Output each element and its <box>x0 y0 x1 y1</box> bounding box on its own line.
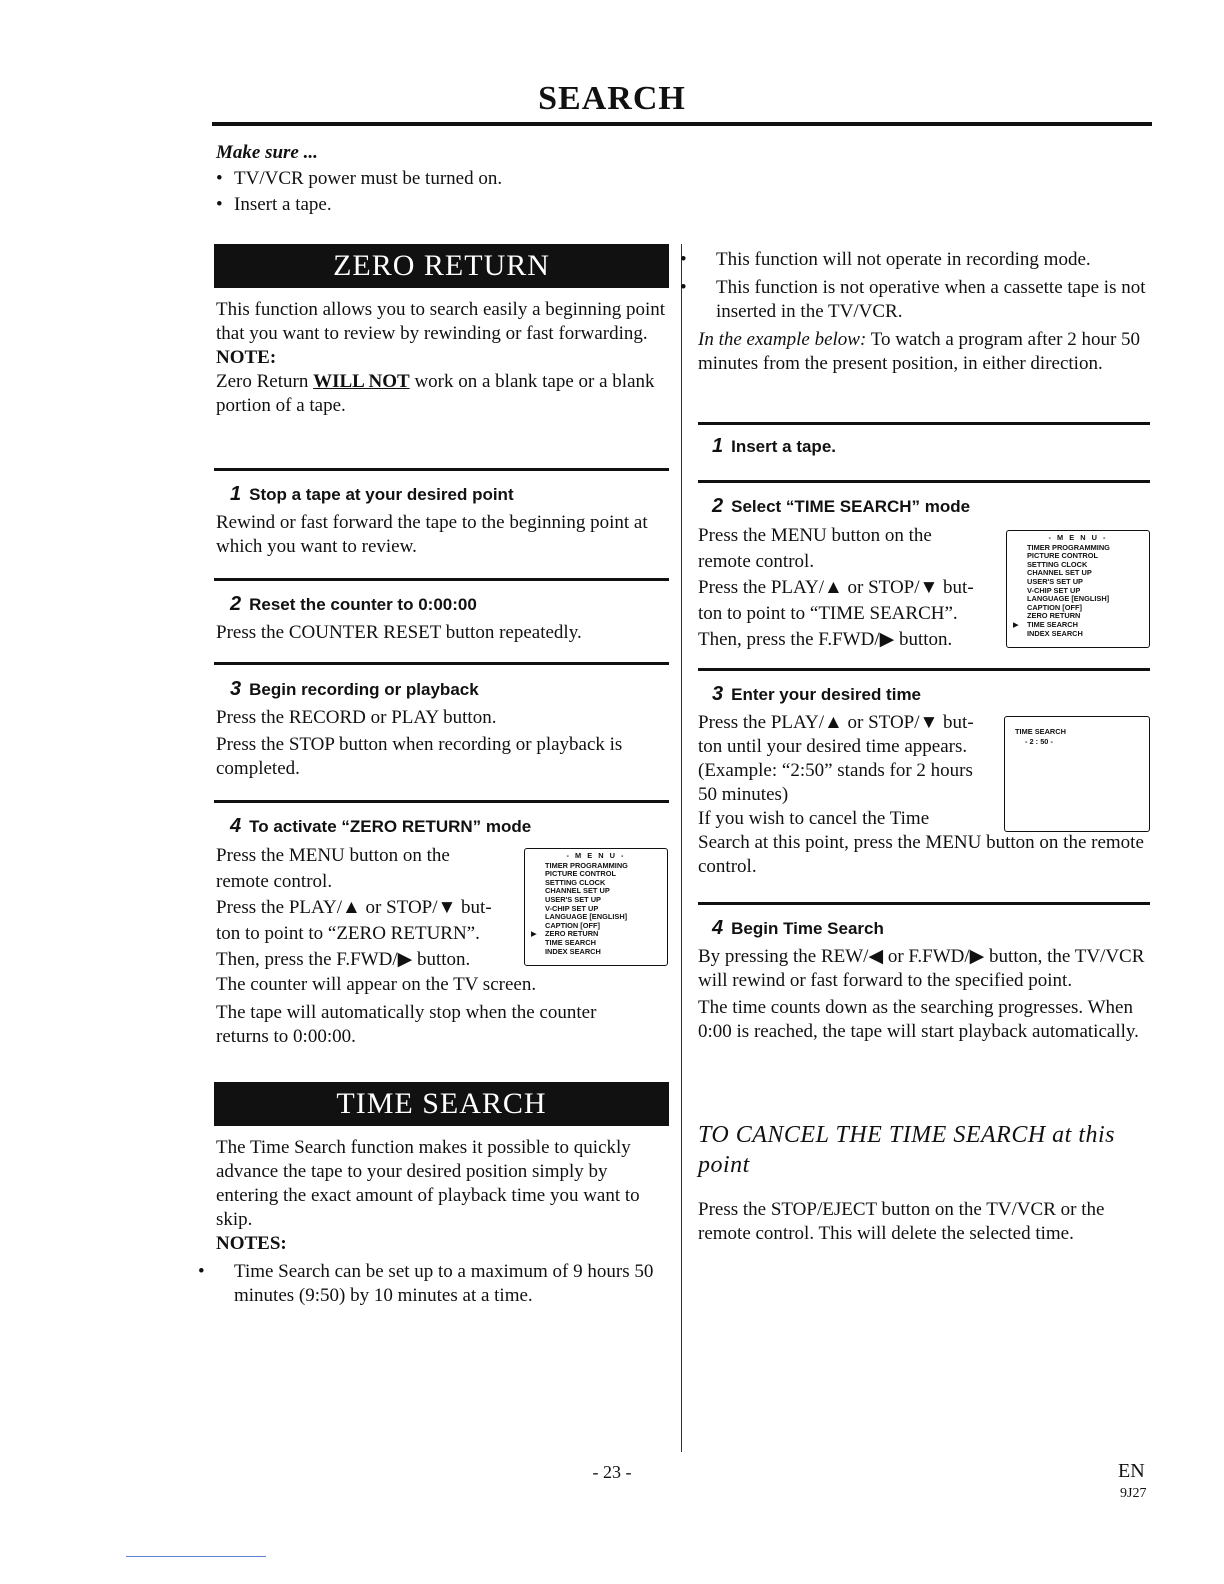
note-item: • Time Search can be set up to a maximum of 9 hours 50 minutes (9:50) by 10 minutes at a time. <box>216 1260 664 1308</box>
menu-cursor-icon: ▶ <box>531 929 537 939</box>
divider <box>214 800 669 803</box>
step-title: Begin recording or playback <box>249 680 479 699</box>
ts-screen-value: - 2 : 50 - <box>1025 737 1053 746</box>
menu-item: TIME SEARCH <box>545 937 596 947</box>
menu-title: - M E N U - <box>1048 533 1108 542</box>
step-line: The tape will automatically stop when the counter returns to 0:00:00. <box>216 1002 597 1047</box>
zero-step-3 <box>216 677 668 781</box>
menu-item: CHANNEL SET UP <box>1027 568 1092 578</box>
step-number: 2 <box>230 593 242 615</box>
step-number: 3 <box>230 678 242 700</box>
menu-item: TIMER PROGRAMMING <box>545 860 628 870</box>
divider <box>214 662 669 665</box>
model-code: 9J27 <box>1120 1486 1147 1501</box>
step-text: By pressing the REW/◀ or F.FWD/▶ button, the TV/VCR will rewind or fast forward to the specified point. <box>698 946 1145 991</box>
step-text: The time counts down as the searching progresses. When 0:00 is reached, the tape will start playback automatically. <box>698 997 1139 1042</box>
step-line: Press the PLAY/▲ or STOP/▼ but- <box>698 712 974 733</box>
note-post: work on a blank tape or a blank portion of a tape. <box>216 371 655 416</box>
make-sure-item: • Insert a tape. <box>216 192 676 218</box>
step-title: Insert a tape. <box>731 437 836 456</box>
ts-screen-label: TIME SEARCH <box>1015 727 1066 736</box>
menu-item: SETTING CLOCK <box>1027 559 1088 569</box>
zero-return-banner: ZERO RETURN <box>214 244 669 288</box>
step-line: ton to point to “ZERO RETURN”. <box>216 923 480 944</box>
menu-screen-zero-return <box>524 848 668 966</box>
step-line: Search at this point, press the MENU button on the remote control. <box>698 832 1144 877</box>
right-bullet: • This function will not operate in recording mode. <box>698 248 1148 272</box>
time-step-1 <box>698 434 1148 463</box>
step-title: To activate “ZERO RETURN” mode <box>249 817 532 836</box>
time-search-screen <box>1004 716 1150 832</box>
cancel-section <box>698 1120 1148 1246</box>
menu-cursor-icon: ▶ <box>1013 619 1019 629</box>
zero-step-2 <box>216 592 668 645</box>
step-line: The counter will appear on the TV screen. <box>216 974 537 995</box>
step-line: remote control. <box>216 871 333 892</box>
step-title: Reset the counter to 0:00:00 <box>249 595 477 614</box>
step-text: Press the RECORD or PLAY button. <box>216 707 497 728</box>
time-search-intro-block <box>216 1136 664 1308</box>
menu-item: TIMER PROGRAMMING <box>1027 542 1110 552</box>
step-number: 3 <box>712 683 724 705</box>
step-line: ton to point to “TIME SEARCH”. <box>698 603 958 624</box>
step-line: ton until your desired time appears. <box>698 736 968 757</box>
step-line: Press the MENU button on the <box>216 845 450 866</box>
step-text: Rewind or fast forward the tape to the beginning point at which you want to review. <box>216 512 648 557</box>
divider <box>698 422 1150 425</box>
step-line: Press the PLAY/▲ or STOP/▼ but- <box>216 897 492 918</box>
step-number: 1 <box>230 483 242 505</box>
divider <box>698 668 1150 671</box>
menu-item: INDEX SEARCH <box>1027 628 1083 638</box>
menu-item: INDEX SEARCH <box>545 946 601 956</box>
step-line: Then, press the F.FWD/▶ button. <box>698 629 953 650</box>
menu-item: USER'S SET UP <box>545 894 601 904</box>
step-text: Press the STOP button when recording or playback is completed. <box>216 734 623 779</box>
step-title: Begin Time Search <box>731 919 884 938</box>
title-rule <box>212 122 1152 126</box>
make-sure-item: • TV/VCR power must be turned on. <box>216 166 676 192</box>
step-number: 2 <box>712 495 724 517</box>
menu-item: V-CHIP SET UP <box>545 903 599 913</box>
menu-item: PICTURE CONTROL <box>1027 551 1099 561</box>
menu-item: V-CHIP SET UP <box>1027 585 1081 595</box>
make-sure-section <box>216 140 676 218</box>
cancel-heading: TO CANCEL THE TIME SEARCH at this point <box>698 1122 1115 1178</box>
menu-item-label: ZERO RETURN <box>545 929 599 939</box>
step-line: Press the PLAY/▲ or STOP/▼ but- <box>698 577 974 598</box>
divider <box>698 902 1150 905</box>
step-line: remote control. <box>698 551 815 572</box>
step-line: (Example: “2:50” stands for 2 hours <box>698 760 973 781</box>
menu-item: LANGUAGE [ENGLISH] <box>545 912 628 922</box>
time-step-4 <box>698 916 1148 1044</box>
example-text <box>698 328 1148 376</box>
menu-screen-time-search <box>1006 530 1150 648</box>
menu-item: CHANNEL SET UP <box>545 886 610 896</box>
menu-item: LANGUAGE [ENGLISH] <box>1027 594 1110 604</box>
zero-return-note <box>216 370 668 418</box>
example-lead: In the example below: <box>698 329 867 350</box>
column-divider <box>681 244 682 1452</box>
step-number: 1 <box>712 435 724 457</box>
note-pre: Zero Return <box>216 371 314 392</box>
cancel-text: Press the STOP/EJECT button on the TV/VCR or the remote control. This will delete the selected time. <box>698 1199 1105 1244</box>
step-title: Stop a tape at your desired point <box>249 485 514 504</box>
note-heading: NOTE: <box>216 347 277 368</box>
step-title: Select “TIME SEARCH” mode <box>731 497 971 516</box>
menu-title: - M E N U - <box>566 851 626 860</box>
zero-return-intro: This function allows you to search easily a beginning point that you want to review by rewinding or fast forwarding. <box>216 299 666 344</box>
step-title: Enter your desired time <box>731 685 922 704</box>
make-sure-lead: Make sure ... <box>216 142 318 163</box>
step-number: 4 <box>712 917 724 939</box>
note-emphasis: WILL NOT <box>313 371 410 392</box>
language-code: EN <box>1118 1460 1145 1482</box>
step-text: Press the COUNTER RESET button repeatedly. <box>216 622 582 643</box>
menu-item: USER'S SET UP <box>1027 576 1083 586</box>
menu-item: ZERO RETURN <box>1027 611 1081 621</box>
time-search-banner: TIME SEARCH <box>214 1082 669 1126</box>
step-number: 4 <box>230 815 242 837</box>
step-line: If you wish to cancel the Time <box>698 808 930 829</box>
step-line: 50 minutes) <box>698 784 789 805</box>
divider <box>698 480 1150 483</box>
menu-item: SETTING CLOCK <box>545 877 606 887</box>
time-search-intro: The Time Search function makes it possible to quickly advance the tape to your desired position simply by entering the exact amount of playback time you want to skip. <box>216 1137 640 1230</box>
step-line: Press the MENU button on the <box>698 525 932 546</box>
footnote-rule <box>126 1556 266 1557</box>
zero-step-1 <box>216 482 668 559</box>
example-body: To watch a program after 2 hour 50 minutes from the present position, in either direction. <box>698 329 1141 374</box>
menu-item-label: TIME SEARCH <box>1027 619 1078 629</box>
divider <box>214 468 669 471</box>
page-title: SEARCH <box>538 80 686 117</box>
menu-item: CAPTION [OFF] <box>545 920 601 930</box>
menu-item: PICTURE CONTROL <box>545 869 617 879</box>
right-intro-block <box>698 248 1148 376</box>
zero-return-intro-block <box>216 298 668 418</box>
right-bullet: • This function is not operative when a cassette tape is not inserted in the TV/VCR. <box>698 276 1148 324</box>
divider <box>214 578 669 581</box>
page-number: - 23 - <box>592 1462 632 1482</box>
notes-heading: NOTES: <box>216 1233 287 1254</box>
step-line: Then, press the F.FWD/▶ button. <box>216 949 471 970</box>
menu-item: CAPTION [OFF] <box>1027 602 1083 612</box>
